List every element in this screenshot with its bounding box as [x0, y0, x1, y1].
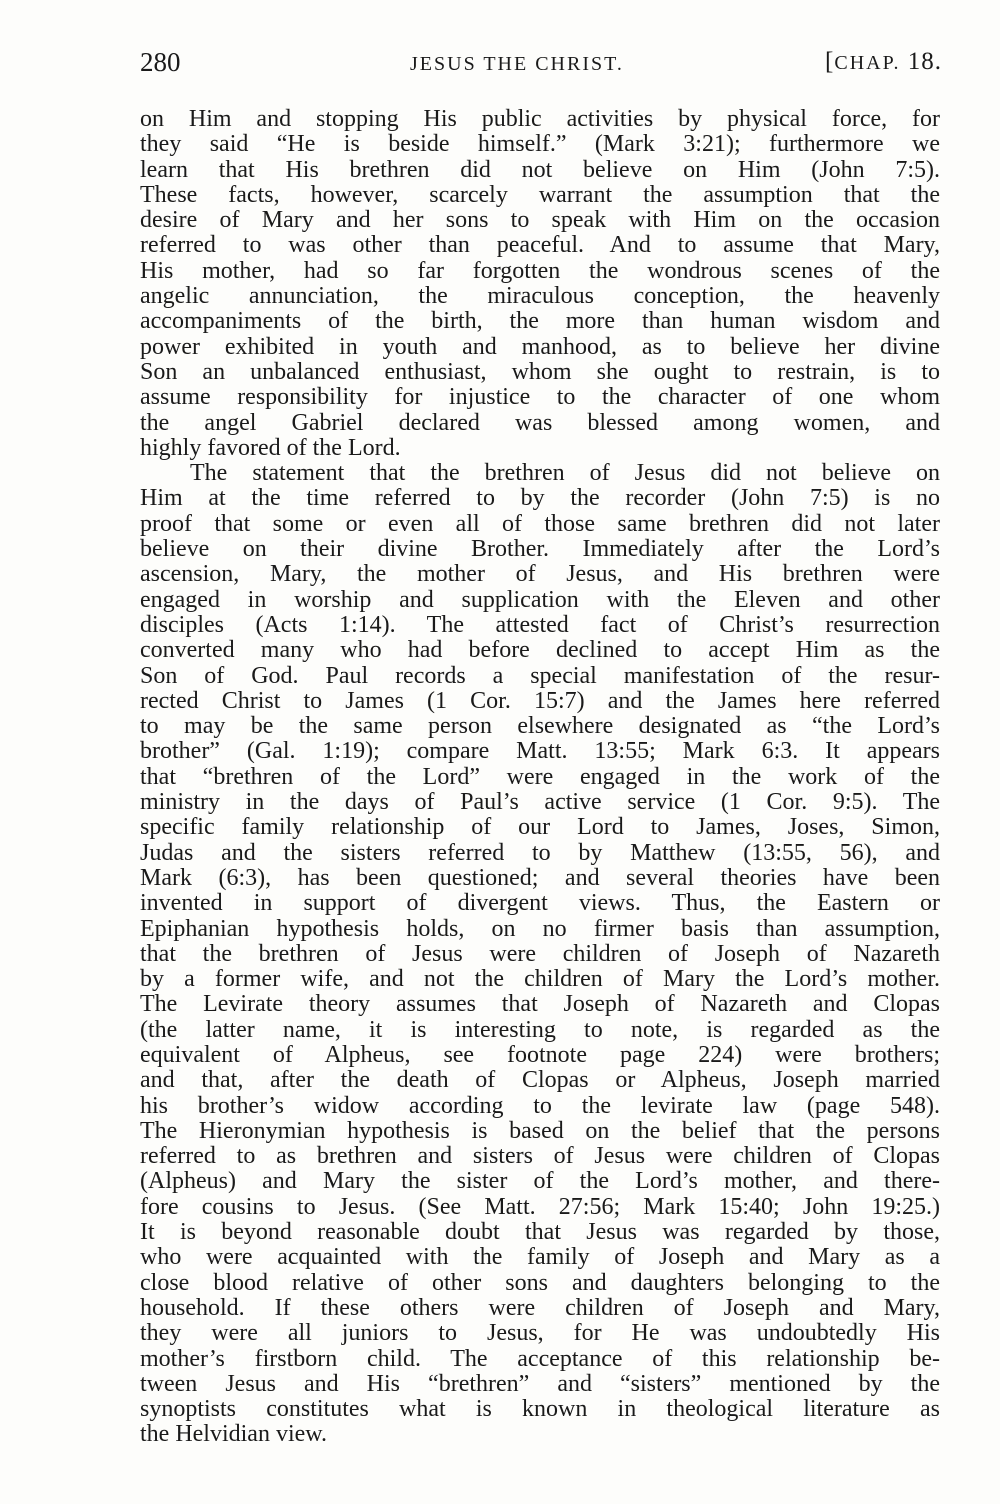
text-line: on Him and stopping His public activities by physical force, for — [140, 106, 940, 132]
text-line: referred to as brethren and sisters of Jesus were children of Clopas — [140, 1143, 940, 1170]
text-line: tween Jesus and His “brethren” and “sisters” mentioned by the — [140, 1370, 940, 1397]
text-line: by a former wife, and not the children of Mary the Lord’s mother. — [140, 966, 940, 993]
text-line: the angel Gabriel declared was blessed among women, and — [140, 409, 940, 436]
text-line: mother’s firstborn child. The acceptance of this relationship be- — [140, 1345, 940, 1372]
text-line: learn that His brethren did not believe on Him (John 7:5). — [140, 156, 940, 183]
text-line: referred to was other than peaceful. And to assume that Mary, — [140, 232, 940, 259]
chapter-marker — [825, 44, 942, 81]
text-line: they were all juniors to Jesus, for He was undoubtedly His — [140, 1320, 940, 1347]
running-head — [140, 44, 942, 80]
text-line: they said “He is beside himself.” (Mark 3:21); furthermore we — [140, 131, 940, 158]
text-line: Epiphanian hypothesis holds, on no firmer basis than assumption, — [140, 915, 940, 942]
text-line: The Hieronymian hypothesis is based on the belief that the persons — [140, 1117, 940, 1144]
text-line: fore cousins to Jesus. (See Matt. 27:56; Mark 15:40; John 19:25.) — [140, 1193, 940, 1220]
body-text — [140, 107, 940, 1448]
text-line: disciples (Acts 1:14). The attested fact of Christ’s resurrection — [140, 611, 940, 638]
text-line: angelic annunciation, the miraculous conception, the heavenly — [140, 283, 940, 310]
text-line: The statement that the brethren of Jesus did not believe on — [190, 460, 940, 487]
text-line: household. If these others were children of Joseph and Mary, — [140, 1294, 940, 1321]
text-line: rected Christ to James (1 Cor. 15:7) and the James here referred — [140, 687, 940, 714]
text-line: converted many who had before declined to accept Him as the — [140, 637, 940, 664]
text-line: and that, after the death of Clopas or Alpheus, Joseph married — [140, 1067, 940, 1094]
text-line: Mark (6:3), has been questioned; and several theories have been — [140, 864, 940, 891]
text-line: These facts, however, scarcely warrant the assumption that the — [140, 181, 940, 208]
text-line: Son an unbalanced enthusiast, whom she ought to restrain, is to — [140, 358, 940, 385]
text-line: close blood relative of other sons and daughters belonging to the — [140, 1269, 940, 1296]
text-line: desire of Mary and her sons to speak with Him on the occasion — [140, 207, 940, 234]
text-line: Son of God. Paul records a special manifestation of the resur- — [140, 662, 940, 689]
text-line: (the latter name, it is interesting to note, is regarded as the — [140, 1016, 940, 1043]
text-line: believe on their divine Brother. Immediately after the Lord’s — [140, 536, 940, 563]
text-line: specific family relationship of our Lord to James, Joses, Simon, — [140, 814, 940, 841]
text-line: It is beyond reasonable doubt that Jesus was regarded by those, — [140, 1219, 940, 1246]
text-line: that “brethren of the Lord” were engaged in the work of the — [140, 763, 940, 790]
text-line: Him at the time referred to by the recorder (John 7:5) is no — [140, 485, 940, 512]
text-line: to may be the same person elsewhere designated as “the Lord’s — [140, 713, 940, 740]
text-line: engaged in worship and supplication with the Eleven and other — [140, 586, 940, 613]
chapter-number: 18. — [907, 48, 942, 75]
text-line: invented in support of divergent views. Thus, the Eastern or — [140, 890, 940, 917]
text-line: accompaniments of the birth, the more than human wisdom and — [140, 308, 940, 335]
running-title: JESUS THE CHRIST. — [410, 53, 624, 75]
text-line: Judas and the sisters referred to by Matthew (13:55, 56), and — [140, 839, 940, 866]
text-line: ascension, Mary, the mother of Jesus, and His brethren were — [140, 561, 940, 588]
text-line: ministry in the days of Paul’s active service (1 Cor. 9:5). The — [140, 789, 940, 816]
text-line: equivalent of Alpheus, see footnote page 224) were brothers; — [140, 1041, 940, 1068]
text-line: brother” (Gal. 1:19); compare Matt. 13:55; Mark 6:3. It appears — [140, 738, 940, 765]
text-line: His mother, had so far forgotten the wondrous scenes of the — [140, 257, 940, 284]
text-line: proof that some or even all of those same brethren did not later — [140, 510, 940, 537]
text-line: (Alpheus) and Mary the sister of the Lord’s mother, and there- — [140, 1168, 940, 1195]
page-number: 280 — [140, 47, 181, 77]
text-line: assume responsibility for injustice to the character of one whom — [140, 384, 940, 411]
text-line: synoptists constitutes what is known in theological literature as — [140, 1396, 940, 1423]
text-line: that the brethren of Jesus were children of Joseph of Nazareth — [140, 940, 940, 967]
text-line: power exhibited in youth and manhood, as to believe her divine — [140, 333, 940, 360]
text-line: who were acquainted with the family of Joseph and Mary as a — [140, 1244, 940, 1271]
chapter-word: CHAP. — [834, 52, 901, 74]
chapter-bracket: [ — [825, 48, 835, 75]
text-line: his brother’s widow according to the levirate law (page 548). — [140, 1092, 940, 1119]
text-line: highly favored of the Lord. — [140, 434, 401, 461]
text-line: the Helvidian view. — [140, 1421, 328, 1448]
text-line: The Levirate theory assumes that Joseph of Nazareth and Clopas — [140, 991, 940, 1018]
